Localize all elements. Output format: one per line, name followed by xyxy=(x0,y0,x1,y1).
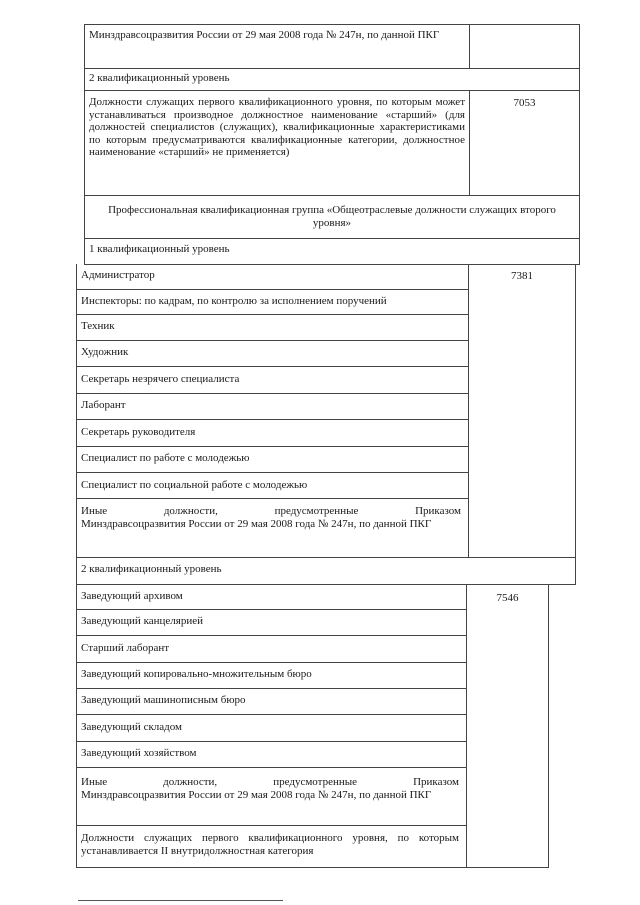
list-item: Художник xyxy=(81,346,129,358)
other-positions-rest: Минздравсоцразвития России от 29 мая 2008 года № 247н, по данной ПКГ xyxy=(81,789,432,801)
group-title: Профессиональная квалификационная группа «Общеотраслевые должности служащих второго уровня» xyxy=(108,204,556,229)
other-positions-line1: Иные должности, предусмотренные Приказом xyxy=(81,776,459,788)
list-item: Заведующий складом xyxy=(81,721,183,733)
qualification-level-2-heading: 2 квалификационный уровень xyxy=(89,72,230,84)
senior-positions-value: 7053 xyxy=(513,97,536,109)
list-item: Лаборант xyxy=(81,399,126,411)
list-item: Специалист по работе с молодежью xyxy=(81,452,250,464)
other-positions-rest: Минздравсоцразвития России от 29 мая 2008 года № 247н, по данной ПКГ xyxy=(81,518,432,530)
list-item: Заведующий архивом xyxy=(81,590,183,602)
qualification-level-1-heading: 1 квалификационный уровень xyxy=(89,243,230,255)
list-item: Техник xyxy=(81,320,115,332)
level-1-value: 7381 xyxy=(511,270,533,282)
list-item: Специалист по социальной работе с молодежью xyxy=(81,479,308,491)
list-item: Секретарь руководителя xyxy=(81,426,196,438)
qualification-level-2-heading: 2 квалификационный уровень xyxy=(81,563,222,575)
senior-positions-text: Должности служащих первого квалификационного уровня, по которым может устанавливаться производное должностное наименование «старший» (для должностей специалистов (служащих), квалификационные характеристиками по которым предусматриваются квалификационные категории, должностное наименование «старший» не применяется) xyxy=(89,96,465,159)
level-2-value: 7546 xyxy=(496,592,519,604)
list-item: Заведующий копировально-множительным бюро xyxy=(81,668,312,680)
list-item: Инспекторы: по кадрам, по контролю за исполнением поручений xyxy=(81,295,387,307)
footnote-separator xyxy=(78,900,283,901)
list-item: Секретарь незрячего специалиста xyxy=(81,373,240,385)
category-positions-text: Должности служащих первого квалификационного уровня, по которым устанавливается II внутридолжностная категория xyxy=(81,832,459,857)
list-item: Заведующий канцелярией xyxy=(81,615,203,627)
list-item: Заведующий хозяйством xyxy=(81,747,197,759)
other-positions-line1: Иные должности, предусмотренные Приказом xyxy=(81,505,461,517)
list-item: Администратор xyxy=(81,269,155,281)
list-item: Заведующий машинописным бюро xyxy=(81,694,246,706)
row-order-reference: Минздравсоцразвития России от 29 мая 2008 года № 247н, по данной ПКГ xyxy=(89,29,440,41)
list-item: Старший лаборант xyxy=(81,642,170,654)
